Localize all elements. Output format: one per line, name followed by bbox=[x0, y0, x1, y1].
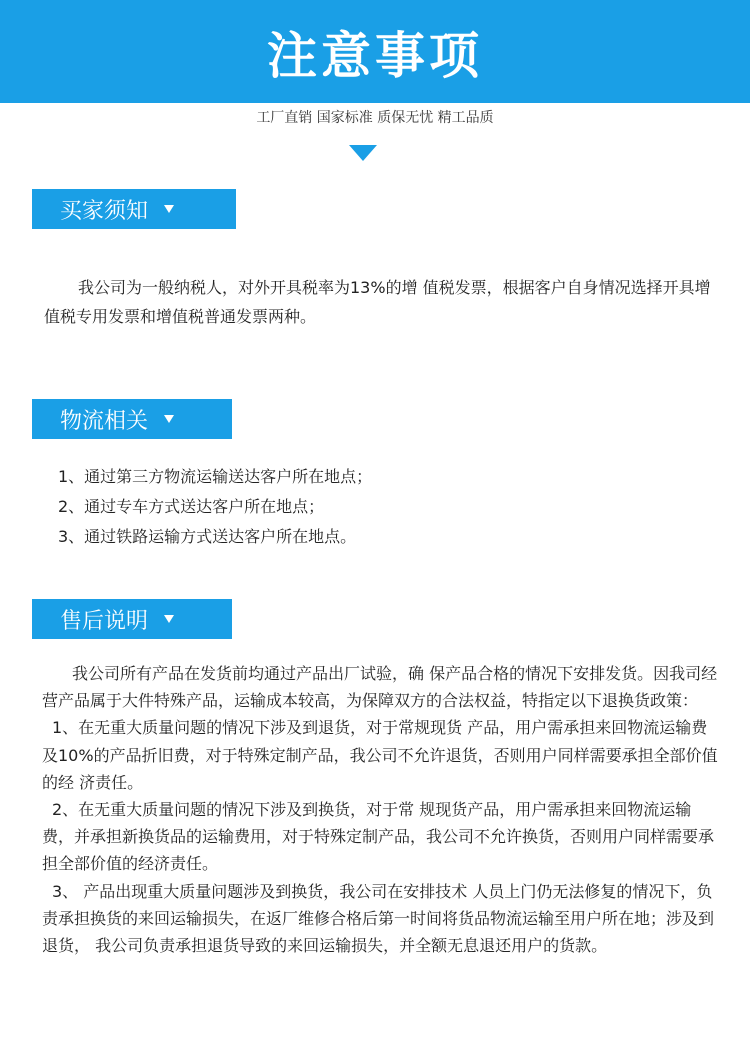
aftersale-intro: 我公司所有产品在发货前均通过产品出厂试验，确 保产品合格的情况下安排发货。因我司经营产品属于大件特殊产品，运输成本较高，为保障双方的合法权益，特指定以下退换货政策： bbox=[42, 664, 718, 711]
caret-down-icon bbox=[164, 415, 174, 423]
caret-down-icon bbox=[164, 615, 174, 623]
section-logistics-title bbox=[32, 399, 232, 439]
list-item: 2、通过专车方式送达客户所在地点； bbox=[58, 497, 325, 516]
aftersale-policy-item: 3、 产品出现重大质量问题涉及到换货，我公司在安排技术 人员上门仍无法修复的情况下，负责承担换货的来回运输损失，在返厂维修合格后第一时间将货品物流运输至用户所在地；涉及到退货， 我公司负责承担退货导致的来回运输损失，并全额无息退还用户的货款。 bbox=[42, 881, 715, 956]
section-buyer-label: 买家须知 bbox=[60, 198, 149, 224]
section-buyer-title bbox=[32, 189, 236, 229]
page-title: 注意事项 bbox=[267, 26, 483, 85]
list-item: 1、通过第三方物流运输送达客户所在地点； bbox=[58, 467, 373, 486]
section-aftersale-title bbox=[32, 599, 232, 639]
aftersale-policy-item: 1、在无重大质量问题的情况下涉及到退货，对于常规现货 产品，用户需承担来回物流运输费及10%的产品折旧费，对于特殊定制产品，我公司不允许退货，否则用户同样需要承担全部价值的经 济责任。 bbox=[42, 718, 718, 792]
aftersale-text bbox=[42, 660, 722, 959]
list-item: 3、通过铁路运输方式送达客户所在地点。 bbox=[58, 527, 357, 546]
slogan: 工厂直销 国家标准 质保无忧 精工品质 bbox=[256, 110, 494, 126]
section-logistics-label: 物流相关 bbox=[60, 408, 149, 434]
header-banner bbox=[0, 0, 750, 103]
buyer-notice-text: 我公司为一般纳税人，对外开具税率为13%的增 值税发票，根据客户自身情况选择开具增值税专用发票和增值税普通发票两种。 bbox=[44, 278, 711, 326]
caret-down-icon bbox=[164, 205, 174, 213]
down-arrow-icon bbox=[349, 145, 377, 161]
aftersale-policy-item: 2、在无重大质量问题的情况下涉及到换货，对于常 规现货产品，用户需承担来回物流运输费，并承担新换货品的运输费用，对于特殊定制产品，我公司不允许换货，否则用户同样需要承 担全部价值的经济责任。 bbox=[42, 800, 715, 874]
section-aftersale-label: 售后说明 bbox=[60, 608, 149, 634]
logistics-list bbox=[58, 462, 718, 552]
